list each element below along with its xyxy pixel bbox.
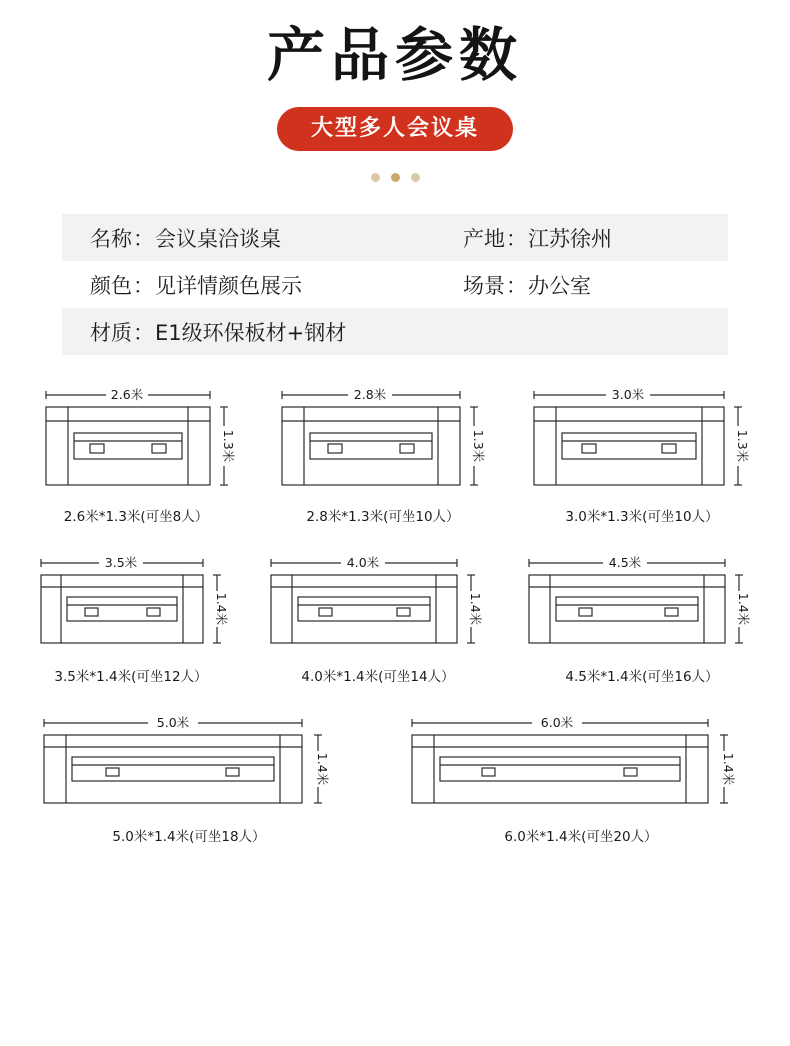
top-dimension-label: 3.0米 bbox=[611, 387, 645, 403]
table-drawing bbox=[25, 549, 237, 659]
table-drawing bbox=[30, 709, 348, 819]
spec-key: 材质 bbox=[90, 320, 132, 345]
top-dimension-label: 4.5米 bbox=[608, 555, 642, 571]
top-dimension-label: 2.6米 bbox=[110, 387, 144, 403]
size-diagram-4-0m bbox=[259, 549, 497, 685]
diagram-caption: 3.0米*1.3米(可坐10人） bbox=[565, 509, 719, 526]
diagram-row bbox=[0, 549, 790, 685]
spec-key: 场景 bbox=[462, 273, 505, 298]
size-diagram-6-0m bbox=[402, 709, 760, 845]
table-drawing bbox=[28, 381, 244, 499]
top-dimension-label: 5.0米 bbox=[156, 715, 190, 731]
size-diagram-3-0m bbox=[522, 381, 762, 525]
spec-colon: ： bbox=[133, 226, 154, 251]
top-dimension-label: 3.5米 bbox=[104, 555, 138, 571]
top-dimension-label: 4.0米 bbox=[346, 555, 380, 571]
diagram-caption: 4.5米*1.4米(可坐16人） bbox=[565, 669, 719, 686]
subtitle-badge: 大型多人会议桌 bbox=[277, 107, 513, 151]
side-dimension-label: 1.3米 bbox=[221, 429, 236, 463]
side-dimension-label: 1.4米 bbox=[721, 752, 736, 786]
side-dimension-label: 1.4米 bbox=[468, 592, 483, 626]
size-diagram-5-0m bbox=[30, 709, 348, 845]
diagram-row bbox=[0, 381, 790, 525]
subtitle-container bbox=[0, 107, 790, 151]
spec-cell-material bbox=[62, 317, 728, 347]
spec-cell-color bbox=[62, 270, 435, 300]
spec-colon: ： bbox=[505, 273, 527, 298]
spec-value: 会议桌洽谈桌 bbox=[155, 226, 281, 251]
spec-colon: ： bbox=[505, 226, 527, 251]
spec-value: 办公室 bbox=[527, 273, 591, 298]
spec-colon: ： bbox=[133, 320, 154, 345]
spec-row bbox=[62, 308, 728, 355]
diagram-caption: 2.6米*1.3米(可坐8人） bbox=[63, 509, 209, 526]
size-diagram-grid bbox=[0, 381, 790, 845]
table-drawing bbox=[268, 381, 498, 499]
spec-value: 见详情颜色展示 bbox=[155, 273, 302, 298]
spec-cell-name bbox=[62, 223, 435, 253]
table-drawing bbox=[522, 381, 762, 499]
table-drawing bbox=[519, 549, 765, 659]
top-dimension-label: 2.8米 bbox=[353, 387, 387, 403]
dot-icon bbox=[391, 173, 400, 182]
diagram-caption: 5.0米*1.4米(可坐18人） bbox=[112, 829, 266, 846]
spec-colon: ： bbox=[133, 273, 154, 298]
spec-cell-scene bbox=[435, 270, 728, 300]
side-dimension-label: 1.4米 bbox=[736, 592, 751, 626]
size-diagram-4-5m bbox=[519, 549, 765, 685]
spec-value: E1级环保板材+钢材 bbox=[155, 320, 347, 345]
spec-key: 名称 bbox=[90, 226, 132, 251]
page-title: 产品参数 bbox=[266, 21, 523, 89]
size-diagram-3-5m bbox=[25, 549, 237, 685]
spec-value: 江苏徐州 bbox=[527, 226, 612, 251]
spec-table bbox=[62, 214, 728, 355]
dot-icon bbox=[371, 173, 380, 182]
spec-key: 产地 bbox=[462, 226, 505, 251]
diagram-caption: 3.5米*1.4米(可坐12人） bbox=[54, 669, 208, 686]
size-diagram-2-8m bbox=[268, 381, 498, 525]
spec-cell-origin bbox=[435, 223, 728, 253]
diagram-caption: 6.0米*1.4米(可坐20人） bbox=[504, 829, 658, 846]
size-diagram-2-6m bbox=[28, 381, 244, 525]
side-dimension-label: 1.4米 bbox=[214, 592, 229, 626]
top-dimension-label: 6.0米 bbox=[540, 715, 574, 731]
diagram-caption: 4.0米*1.4米(可坐14人） bbox=[301, 669, 455, 686]
side-dimension-label: 1.4米 bbox=[315, 752, 330, 786]
table-drawing bbox=[259, 549, 497, 659]
table-drawing bbox=[402, 709, 760, 819]
spec-row bbox=[62, 214, 728, 261]
diagram-caption: 2.8米*1.3米(可坐10人） bbox=[306, 509, 460, 526]
side-dimension-label: 1.3米 bbox=[735, 429, 750, 463]
decorative-dots bbox=[0, 173, 790, 182]
side-dimension-label: 1.3米 bbox=[471, 429, 486, 463]
product-spec-page bbox=[0, 22, 790, 845]
dot-icon bbox=[411, 173, 420, 182]
diagram-row bbox=[0, 709, 790, 845]
spec-key: 颜色 bbox=[90, 273, 132, 298]
spec-row bbox=[62, 261, 728, 308]
